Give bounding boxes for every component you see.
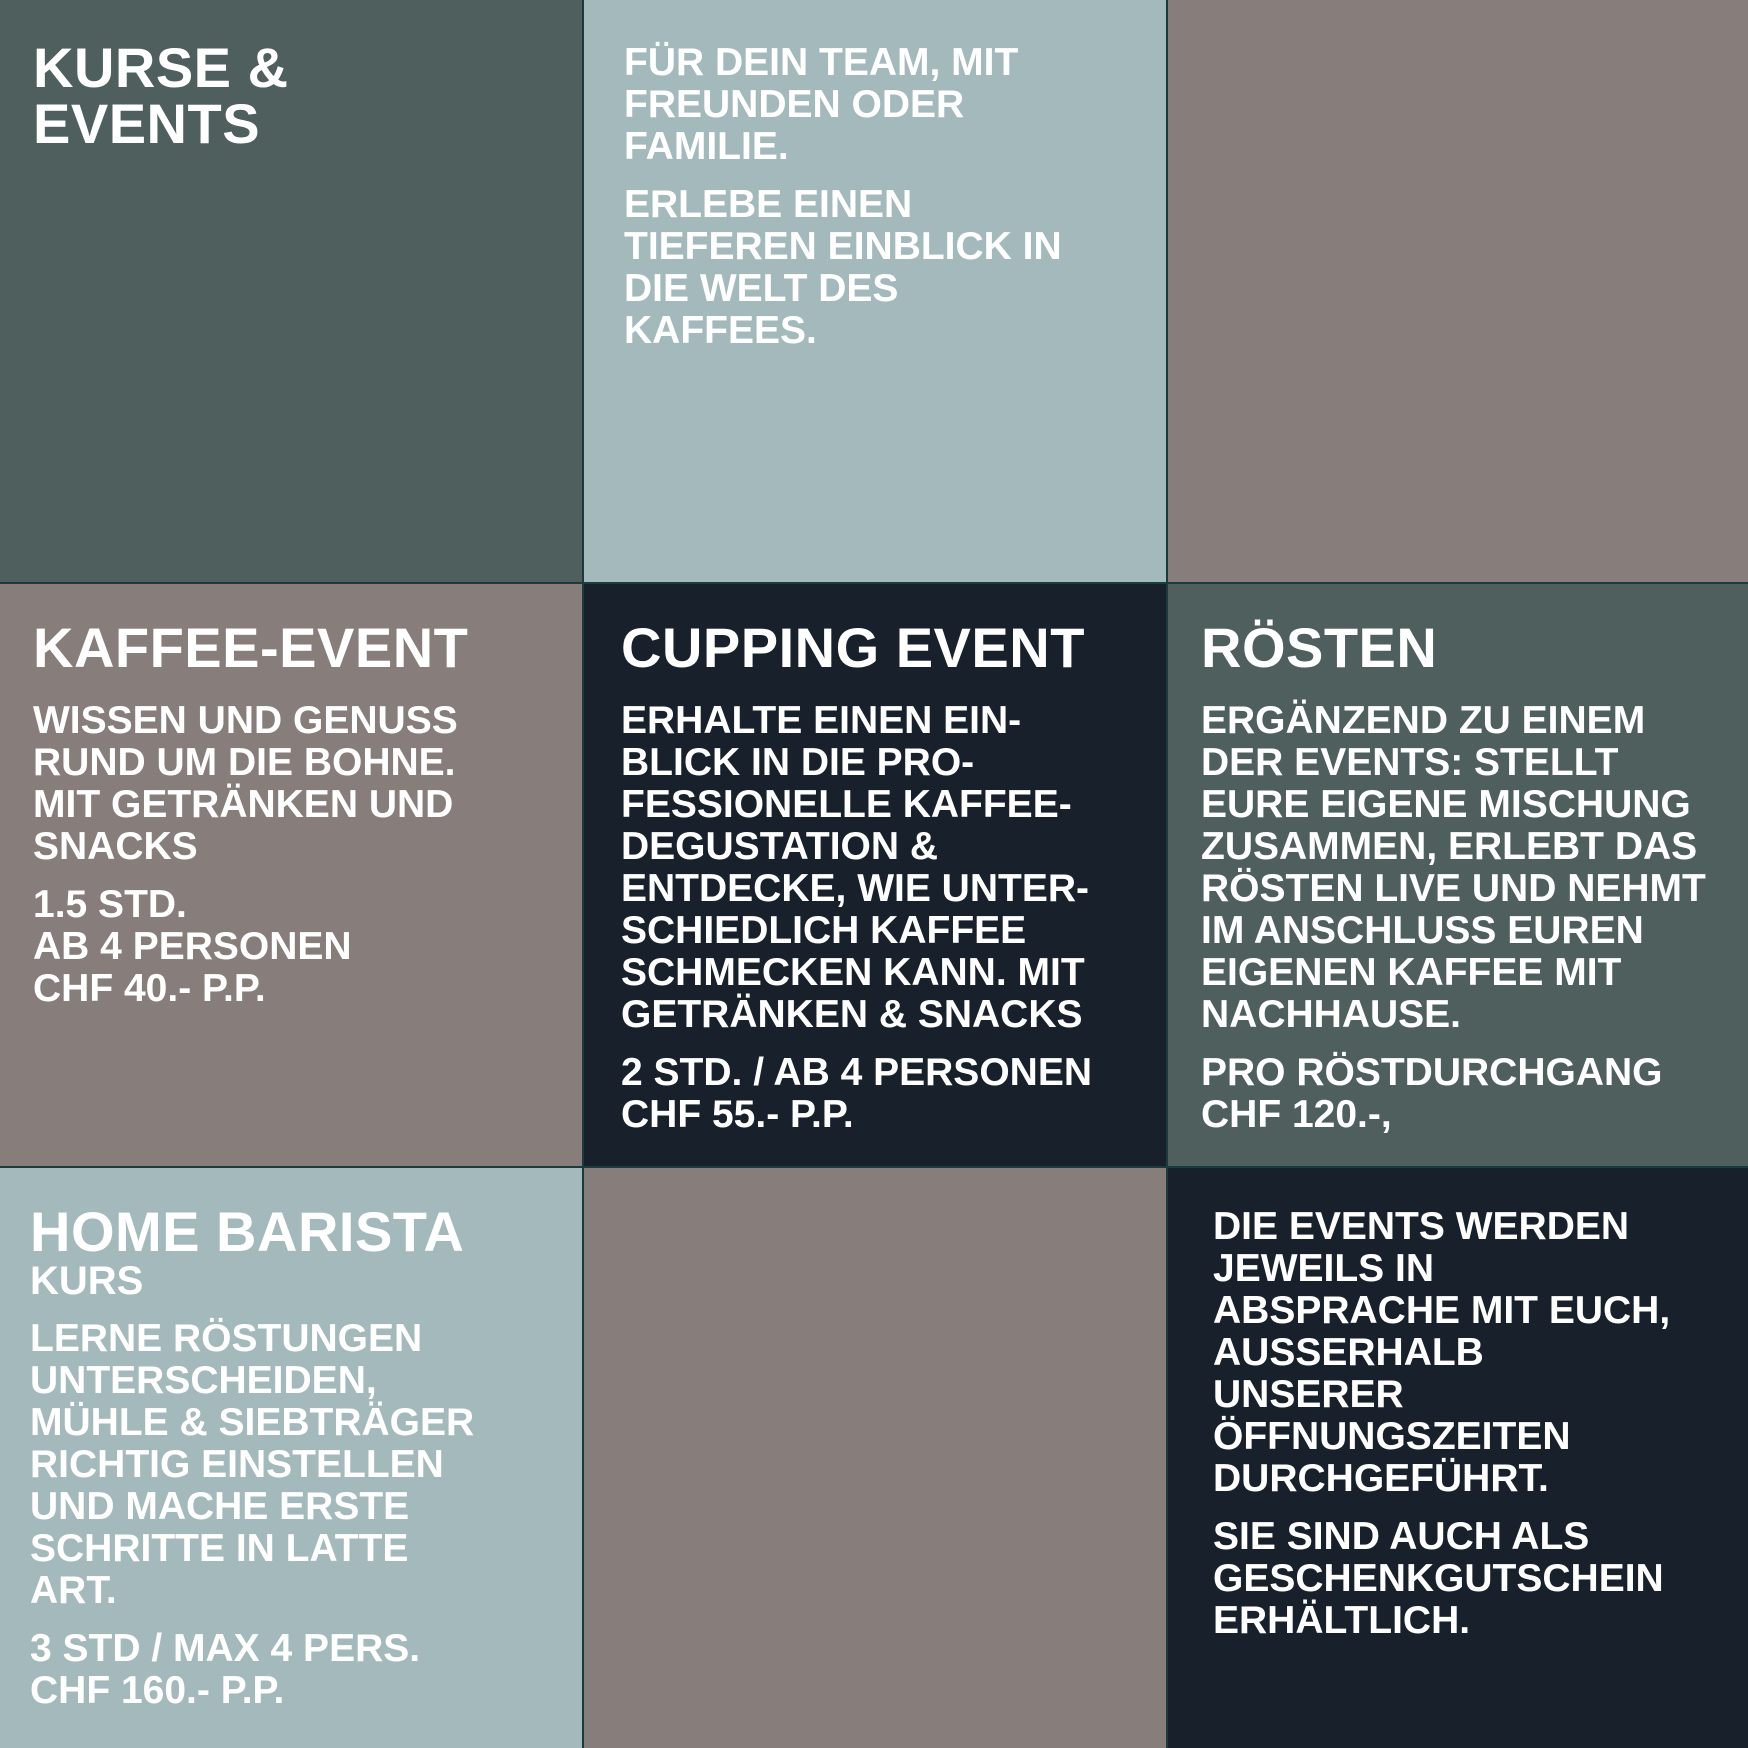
decorative-tile-bottom-center (584, 1168, 1168, 1748)
home-barista-tile (0, 1168, 584, 1748)
info-text-scheduling: DIE EVENTS WERDEN JEWEILS IN ABSPRACHE MIT EUCH, AUSSERHALB UNSERER ÖFFNUNGSZEITEN DURCHGEFÜHRT. (1213, 1205, 1671, 1500)
info-tile (1168, 1168, 1748, 1748)
home-barista-details: 3 STD / MAX 4 PERS. CHF 160.- P.P. (30, 1627, 421, 1712)
decorative-tile-top-right (1168, 0, 1748, 584)
home-barista-description: LERNE RÖSTUNGEN UNTERSCHEIDEN, MÜHLE & SIEBTRÄGER RICHTIG EINSTELLEN UND MACHE ERSTE SCHRITTE IN LATTE ART. (30, 1317, 475, 1612)
kaffee-event-tile (0, 584, 584, 1168)
cupping-event-title: CUPPING EVENT (621, 616, 1085, 679)
intro-text-audience: FÜR DEIN TEAM, MIT FREUNDEN ODER FAMILIE. (624, 41, 1019, 168)
kaffee-event-title: KAFFEE-EVENT (33, 616, 469, 679)
home-barista-title: HOME BARISTA (30, 1200, 465, 1263)
page-title-line1: KURSE & (33, 36, 289, 99)
roesten-description: ERGÄNZEND ZU EINEM DER EVENTS: STELLT EURE EIGENE MISCHUNG ZUSAMMEN, ERLEBT DAS RÖSTEN LIVE UND NEHMT IM ANSCHLUSS EUREN EIGENEN KAFFEE MIT NACHHAUSE. (1201, 699, 1706, 1036)
roesten-details: PRO RÖSTDURCHGANG CHF 120.-, (1201, 1051, 1663, 1136)
page-title-line2: EVENTS (33, 92, 261, 155)
intro-tile (584, 0, 1168, 584)
info-text-gift-voucher: SIE SIND AUCH ALS GESCHENKGUTSCHEIN ERHÄLTLICH. (1213, 1515, 1664, 1642)
cupping-event-description: ERHALTE EINEN EIN- BLICK IN DIE PRO- FESSIONELLE KAFFEE- DEGUSTATION & ENTDECKE, WIE UNTER- SCHIEDLICH KAFFEE SCHMECKEN KANN. MIT GETRÄNKEN & SNACKS (621, 699, 1089, 1036)
roesten-title: RÖSTEN (1201, 616, 1438, 679)
cupping-event-details: 2 STD. / AB 4 PERSONEN CHF 55.- P.P. (621, 1051, 1092, 1136)
kaffee-event-description: WISSEN UND GENUSS RUND UM DIE BOHNE. MIT GETRÄNKEN UND SNACKS (33, 699, 458, 868)
intro-text-experience: ERLEBE EINEN TIEFEREN EINBLICK IN DIE WELT DES KAFFEES. (624, 183, 1062, 352)
kaffee-event-details: 1.5 STD. AB 4 PERSONEN CHF 40.- P.P. (33, 883, 352, 1010)
header-tile (0, 0, 584, 584)
roesten-tile (1168, 584, 1748, 1168)
cupping-event-tile (584, 584, 1168, 1168)
home-barista-subtitle: KURS (30, 1259, 144, 1303)
